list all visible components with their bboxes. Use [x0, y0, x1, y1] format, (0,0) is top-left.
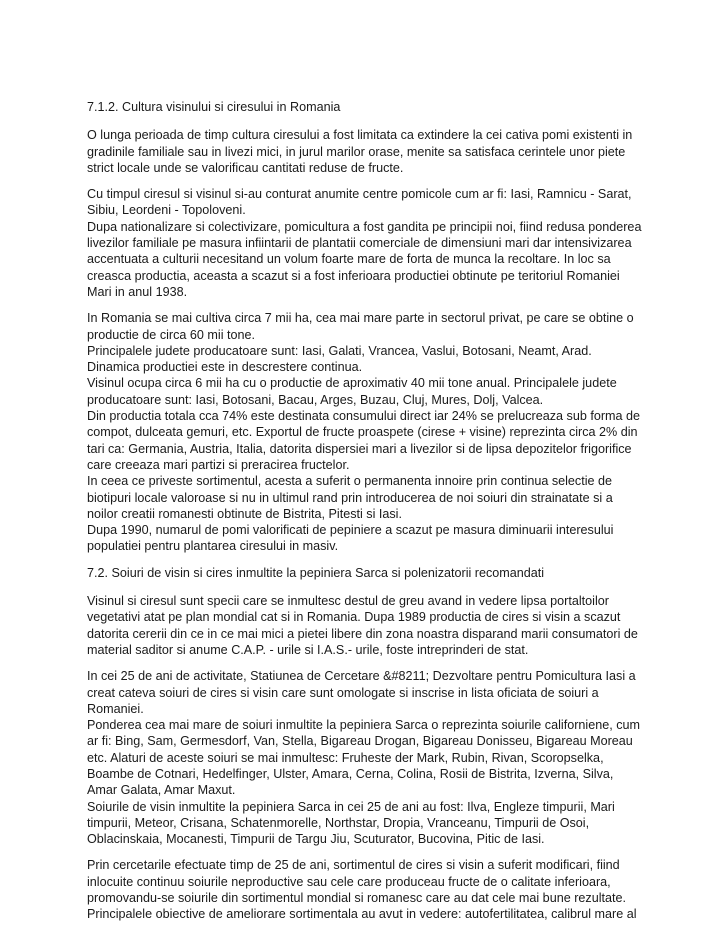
paragraph-varieties-sarca: In cei 25 de ani de activitate, Statiunea de Cercetare &#8211; Dezvoltare pentru Pomicultura Iasi a creat cateva soiuri de cires si visin care sunt omologate si inscrise in lista oficiata de soiuri a Romaniei. Ponderea cea mai mare de soiuri inmultite la pepiniera Sarca o reprezinta soiurile californiene, cum ar fi: Bing, Sam, Germesdorf, Van, Stella, Bigareau Drogan, Bigareau Donisseu, Bigareau Moreau etc. Alaturi de aceste soiuri se mai inmultesc: Fruheste der Mark, Rubin, Rivan, Scoropselka, Boambe de Cotnari, Hedelfinger, Ulster, Amara, Cerna, Colina, Rosii de Bistrita, Izverna, Silva, Amar Galata, Amar Maxut. Soiurile de visin inmultite la pepiniera Sarca in cei 25 de ani au fost: Ilva, Engleze timpurii, Mari timpurii, Meteor, Crisana, Schatenmorelle, Northstar, Dropia, Vranceanu, Timpurii de Osoi, Oblacinskaia, Mocanesti, Timpurii de Targu Jiu, Scuturator, Bucovina, Pitic de Iasi. [87, 669, 641, 847]
section-heading-7-2: 7.2. Soiuri de visin si cires inmultite la pepiniera Sarca si polenizatorii recomandati [87, 565, 545, 580]
paragraph-propagation-difficulty: Visinul si ciresul sunt specii care se inmultesc destul de greu avand in vedere lipsa portaltoilor vegetativi atat pe plan mondial cat si in Romania. Dupa 1989 productia de cires si visin a scazut datorita cererii din ce in ce mai mici a pietei libere din zona noastra disparand marii consumatori de material saditor si anume C.A.P. - urile si I.A.S.- urile, foste intreprinderi de stat. [87, 594, 638, 657]
paragraph-centers-and-collectivization: Cu timpul ciresul si visinul si-au conturat anumite centre pomicole cum ar fi: Iasi, Ramnicu - Sarat, Sibiu, Leordeni - Topoloveni. Dupa nationalizare si colectivizare, pomicultura a fost gandita pe principii noi, fiind redusa ponderea livezilor familiale pe masura infiintarii de plantatii comerciale de dimensiuni mari dar intensivizarea accentuata a culturii necesitand un volum foarte mare de forta de munca la recoltare. In loc sa creasca productia, aceasta a scazut si a fost inferioara productiei obtinute pe teritoriul Romaniei Mari in anul 1938. [87, 187, 642, 299]
document-page [87, 99, 647, 933]
paragraph-production-statistics: In Romania se mai cultiva circa 7 mii ha, cea mai mare parte in sectorul privat, pe care se obtine o productie de circa 60 mii tone. Principalele judete producatoare sunt: Iasi, Galati, Vrancea, Vaslui, Botosani, Neamt, Arad. Dinamica productiei este in descrestere continua. Visinul ocupa circa 6 mii ha cu o productie de aproximativ 40 mii tone anual. Principalele judete producatoare sunt: Iasi, Botosani, Bacau, Arges, Buzau, Cluj, Mures, Dolj, Valcea. Din productia totala cca 74% este destinata consumului direct iar 24% se prelucreaza sub forma de compot, dulceata gemuri, etc. Exportul de fructe proaspete (cirese + visine) reprezinta circa 2% din tari ca: Germania, Austria, Italia, datorita dispersiei mari a livezilor si de lipsa depozitelor frigorifice care creeaza mari partizi si preracirea fructelor. In ceea ce priveste sortimentul, acesta a suferit o permanenta innoire prin continua selectie de biotipuri locale valoroase si nu in ultimul rand prin introducerea de noi soiuri din strainatate si a noilor creatii romanesti obtinute de Bistrita, Pitesti si Iasi. Dupa 1990, numarul de pomi valorificati de pepiniere a scazut pe masura diminuarii interesului populatiei pentru plantarea ciresului in masiv. [87, 311, 641, 554]
paragraph-cherry-history: O lunga perioada de timp cultura ciresului a fost limitata ca extindere la cei cativa pomi existenti in gradinile familiale sau in livezi mici, in jurul marilor orase, menite sa satisfaca cerintele unor piete strict locale unde se valorificau cantitati reduse de fructe. [87, 128, 633, 175]
section-heading-7-1-2: 7.1.2. Cultura visinului si ciresului in Romania [87, 100, 341, 114]
paragraph-research-objectives: Prin cercetarile efectuate timp de 25 de ani, sortimentul de cires si visin a suferit modificari, fiind inlocuite continuu soiurile neproductive sau cele care produceau fructe de o calitate inferioara, promovandu-se soiurile din sortimentul mondial si romanesc care au dat cele mai bune rezultate. Principalele obiective de ameliorare sortimentala au avut in vedere: autofertilitatea, calibrul mare al [87, 858, 637, 922]
